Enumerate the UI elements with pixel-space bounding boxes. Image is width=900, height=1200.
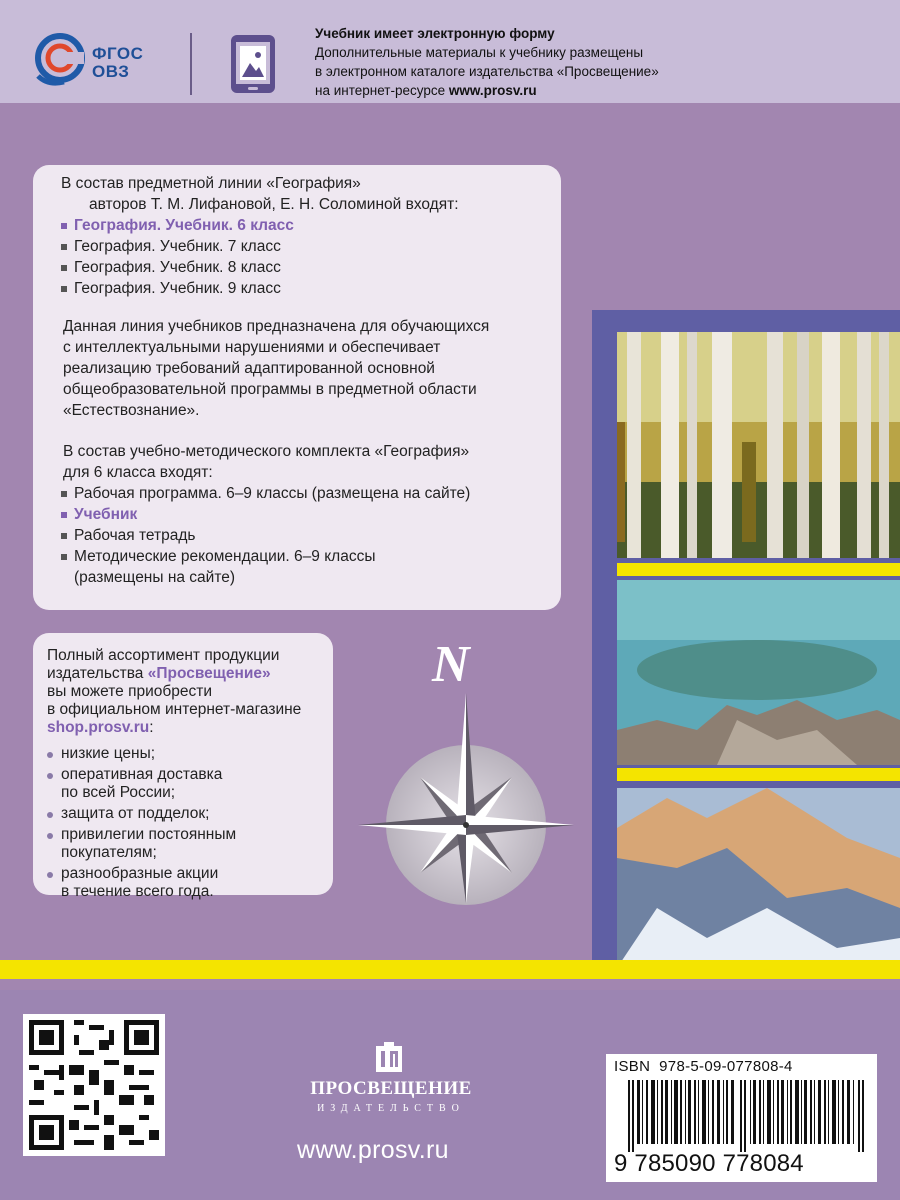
isbn-value: 978-5-09-077808-4 — [659, 1058, 793, 1075]
shop-intro-line: вы можете приобрести — [47, 683, 213, 700]
benefit-item — [47, 766, 323, 802]
photo-separator — [617, 563, 900, 576]
header-divider — [190, 33, 192, 95]
benefit-item — [47, 745, 323, 763]
publisher-emblem-icon — [376, 1042, 402, 1072]
kit-label-wrap — [74, 546, 375, 588]
notice-line-1: Дополнительные материалы к учебнику размещены — [315, 45, 644, 60]
benefit-text — [61, 745, 155, 763]
kit-label: Методические рекомендации. 6–9 классы — [74, 548, 376, 565]
shop-intro-line: Полный ассортимент продукции — [47, 647, 280, 664]
isbn-label: ISBN — [614, 1058, 651, 1075]
book-label: География. Учебник. 9 класс — [74, 280, 281, 297]
shop-intro — [47, 647, 323, 737]
benefit-line: разнообразные акции — [61, 865, 219, 882]
mountain-peaks-photo — [617, 788, 900, 968]
kit-intro-line-2: для 6 класса входят: — [63, 464, 213, 481]
description-line: с интеллектуальными нарушениями и обеспечивает — [63, 339, 441, 356]
benefit-item — [47, 865, 323, 901]
bullet-square-icon — [61, 286, 67, 292]
notice-line-3-prefix: на интернет-ресурсе — [315, 83, 449, 98]
bullet-square-icon — [61, 265, 67, 271]
benefit-text — [61, 766, 222, 802]
series-description — [55, 316, 541, 421]
kit-intro — [55, 441, 541, 483]
kit-label-continued: (размещены на сайте) — [74, 569, 236, 586]
book-item — [55, 215, 541, 236]
benefit-list — [47, 745, 323, 901]
publisher-subtitle: ИЗДАТЕЛЬСТВО — [317, 1103, 465, 1114]
shop-url-link[interactable]: shop.prosv.ru — [47, 719, 150, 736]
benefit-line: в течение всего года. — [61, 883, 214, 900]
fgos-ovz-logo — [34, 32, 184, 88]
birch-forest-photo — [617, 332, 900, 558]
book-item — [55, 236, 541, 257]
bullet-dot-icon — [47, 812, 53, 818]
shop-intro-line — [47, 719, 323, 737]
electronic-form-notice — [315, 24, 875, 100]
qr-code-icon — [29, 1020, 159, 1150]
yellow-band — [0, 960, 900, 979]
benefit-text — [61, 826, 236, 862]
header-band — [0, 0, 900, 103]
bullet-square-icon — [61, 512, 67, 518]
publisher-name-accent: «Просвещение» — [147, 665, 271, 682]
fgos-logo-text — [92, 45, 143, 81]
bullet-square-icon — [61, 491, 67, 497]
shop-intro-prefix: издательства — [47, 665, 148, 682]
book-label: География. Учебник. 8 класс — [74, 259, 281, 276]
bullet-square-icon — [61, 533, 67, 539]
shop-info-box — [33, 633, 333, 900]
description-line: «Естествознание». — [63, 402, 200, 419]
bullet-dot-icon — [47, 872, 53, 878]
book-item — [55, 278, 541, 299]
series-intro-line-1: В состав предметной линии «География» — [61, 175, 361, 192]
ovz-line: ОВЗ — [92, 62, 130, 81]
bullet-dot-icon — [47, 773, 53, 779]
photo-separator — [617, 768, 900, 781]
series-intro-line-2: авторов Т. М. Лифановой, Е. Н. Соломиной входят: — [89, 196, 459, 213]
bullet-dot-icon — [47, 833, 53, 839]
benefit-line: оперативная доставка — [61, 766, 223, 783]
benefit-item — [47, 826, 323, 862]
barcode-icon — [628, 1080, 868, 1152]
shop-intro-line — [47, 665, 323, 683]
description-line: Данная линия учебников предназначена для обучающихся — [63, 318, 490, 335]
bullet-square-icon — [61, 244, 67, 250]
compass-rose — [352, 635, 582, 905]
shop-url-colon: : — [149, 719, 154, 736]
bullet-dot-icon — [47, 752, 53, 758]
benefit-line: по всей России; — [61, 784, 176, 801]
photo-column — [592, 310, 900, 968]
qr-code[interactable] — [23, 1014, 165, 1156]
shop-intro-line: в официальном интернет-магазине — [47, 701, 302, 718]
kit-item — [55, 483, 541, 504]
lake-shore-photo — [617, 580, 900, 765]
benefit-line: защита от подделок; — [61, 805, 210, 822]
book-item — [55, 257, 541, 278]
description-line: общеобразовательной программы в предметной области — [63, 381, 477, 398]
kit-label: Учебник — [74, 506, 138, 523]
kit-intro-line-1: В состав учебно-методического комплекта «География» — [63, 443, 470, 460]
fgos-line: ФГОС — [92, 44, 144, 63]
publisher-name: ПРОСВЕЩЕНИЕ — [310, 1078, 472, 1099]
book-label: География. Учебник. 7 класс — [74, 238, 281, 255]
description-line: реализацию требований адаптированной основной — [63, 360, 435, 377]
barcode-number: 9 785090 778084 — [614, 1150, 804, 1177]
isbn-line — [614, 1058, 869, 1075]
benefit-item — [47, 805, 323, 823]
benefit-text — [61, 865, 218, 901]
electronic-form-title: Учебник имеет электронную форму — [315, 26, 555, 41]
kit-item — [55, 546, 541, 588]
footer-strip — [0, 990, 900, 1200]
prosveshchenie-logo — [296, 1042, 496, 1114]
notice-line-3 — [315, 81, 875, 100]
compass-north-label: N — [432, 636, 470, 693]
kit-item — [55, 504, 541, 525]
kit-item — [55, 525, 541, 546]
book-label: География. Учебник. 6 класс — [74, 217, 294, 234]
bullet-square-icon — [61, 223, 67, 229]
fgos-emblem-icon — [34, 32, 90, 88]
publisher-url-link[interactable]: www.prosv.ru — [297, 1136, 449, 1164]
notice-line-2: в электронном каталоге издательства «Просвещение» — [315, 64, 659, 79]
isbn-barcode-box — [606, 1054, 877, 1182]
benefit-text — [61, 805, 209, 823]
series-info-box — [33, 165, 561, 610]
benefit-line: покупателям; — [61, 844, 157, 861]
benefit-line: привилегии постоянным — [61, 826, 237, 843]
kit-label: Рабочая тетрадь — [74, 527, 196, 544]
prosv-url-link[interactable]: www.prosv.ru — [448, 83, 537, 98]
kit-label: Рабочая программа. 6–9 классы (размещена на сайте) — [74, 485, 471, 502]
benefit-line: низкие цены; — [61, 745, 156, 762]
bullet-square-icon — [61, 554, 67, 560]
tablet-image-icon — [229, 33, 277, 95]
